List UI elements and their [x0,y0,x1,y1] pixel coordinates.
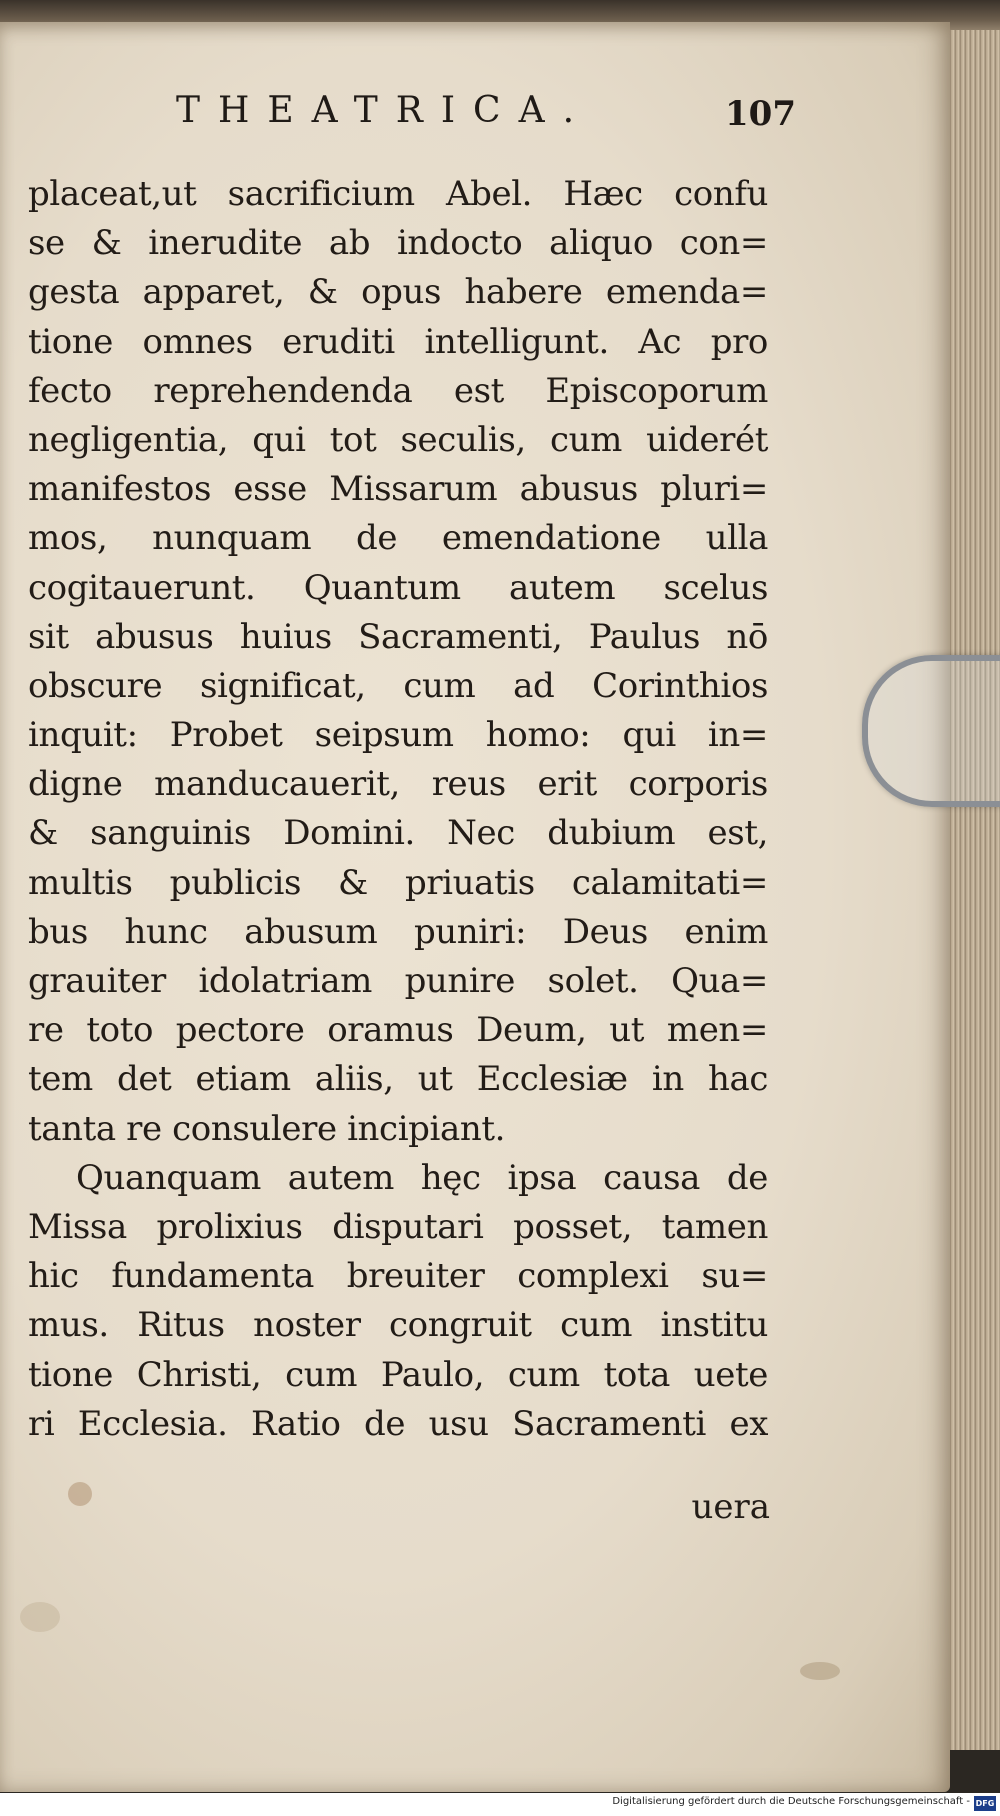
text-line: Quanquam autem hęc ipsa causa de [76,1157,768,1198]
text-line: multis publicis & priuatis calamitati= [28,862,768,903]
text-line: ri Ecclesia. Ratio de usu Sacramenti ex [28,1403,768,1444]
text-line: se & inerudite ab indocto aliquo con= [28,223,768,264]
text-line: cogitauerunt. Quantum autem scelus [28,567,768,608]
page-number: 107 [725,94,796,134]
paper-stain [68,1482,92,1506]
body-text [28,170,768,1449]
text-line: grauiter idolatriam punire solet. Qua= [28,961,768,1001]
paper-stain [20,1602,60,1632]
text-line: fecto reprehendenda est Episcoporum [28,370,768,411]
text-line: bus hunc abusum puniri: Deus enim [28,911,768,952]
dfg-credit-text: Digitalisierung gefördert durch die Deutsche Forschungsgemeinschaft - [612,1796,970,1807]
page-clip [862,655,1000,807]
text-line: obscure significat, cum ad Corinthios [28,665,768,706]
running-head: THEATRICA. [176,90,593,131]
text-line: digne manducauerit, reus erit corporis [28,764,768,805]
paper-stain [800,1662,840,1680]
text-line: & sanguinis Domini. Nec dubium est, [28,813,768,854]
text-line: sit abusus huius Sacramenti, Paulus nō [28,616,768,657]
text-line: tem det etiam aliis, ut Ecclesiæ in hac [28,1059,768,1100]
text-line: placeat,ut sacrificium Abel. Hæc confu [28,174,768,214]
text-line: tanta re consulere incipiant. [28,1108,506,1149]
text-line: mus. Ritus noster congruit cum institu [28,1305,768,1346]
page-sheet [0,22,950,1792]
dfg-logo: DFG [974,1796,996,1811]
credit-bar [0,1793,1000,1816]
text-line: re toto pectore oramus Deum, ut men= [28,1010,768,1051]
page-header [176,90,796,150]
text-line: mos, nunquam de emendatione ulla [28,518,768,559]
catchword: uera [691,1487,770,1527]
text-line: tione Christi, cum Paulo, cum tota uete [28,1354,768,1395]
text-line: tione omnes eruditi intelligunt. Ac pro [28,321,768,362]
text-line: hic fundamenta breuiter complexi su= [28,1256,768,1297]
text-line: Missa prolixius disputari posset, tamen [28,1206,768,1247]
text-line: manifestos esse Missarum abusus pluri= [28,469,768,510]
text-line: gesta apparet, & opus habere emenda= [28,272,768,313]
text-line: inquit: Probet seipsum homo: qui in= [28,715,768,756]
text-line: negligentia, qui tot seculis, cum uiderét [28,419,768,460]
